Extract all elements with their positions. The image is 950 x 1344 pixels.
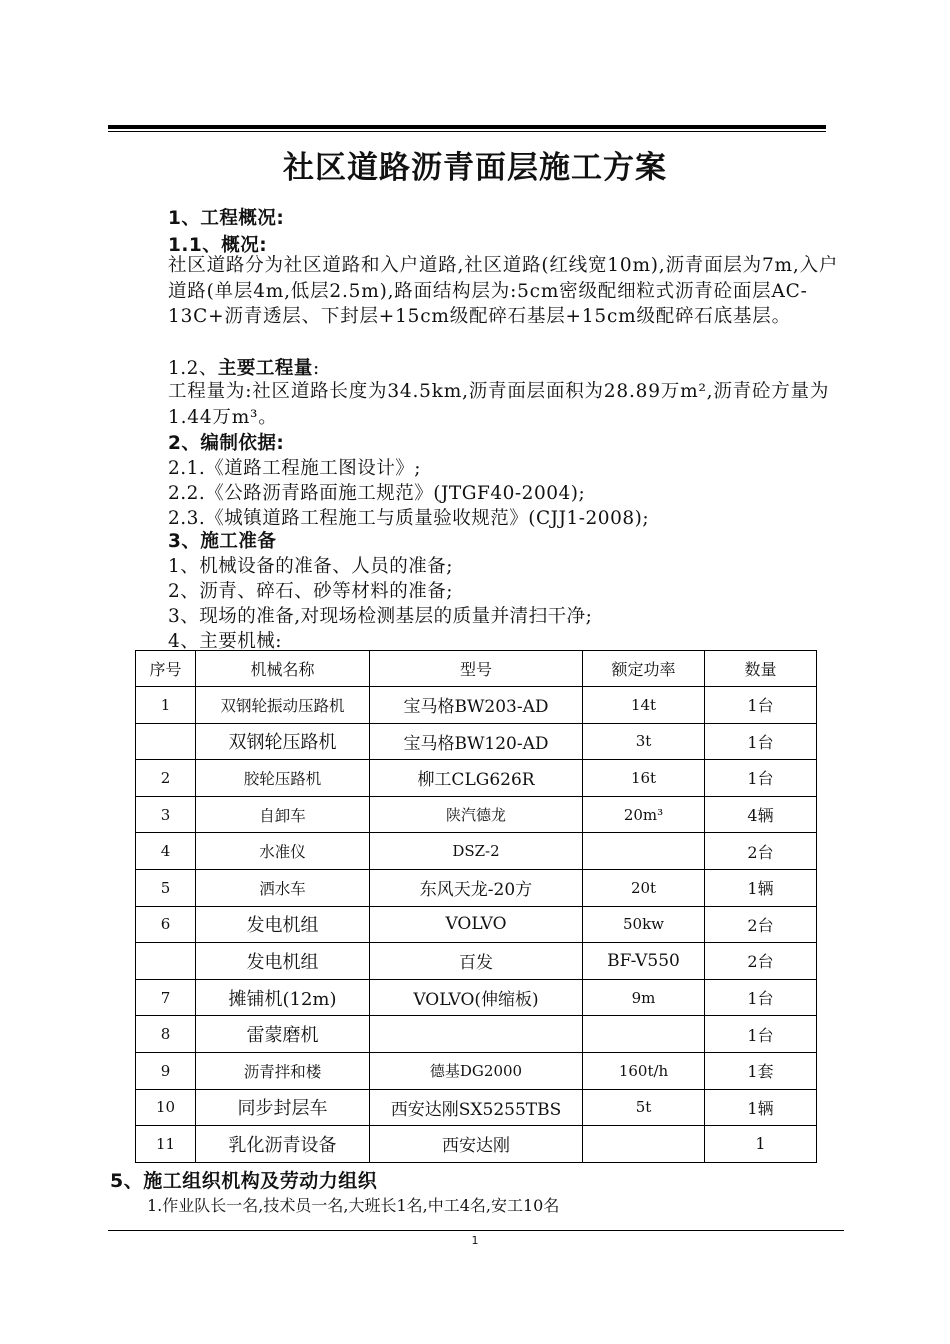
cell-quantity: 1辆: [705, 1089, 817, 1126]
machinery-table: [135, 650, 817, 1163]
cell-machine-name: 乳化沥青设备: [196, 1126, 370, 1163]
table-row: [136, 1089, 817, 1126]
cell-model: 德基DG2000: [370, 1052, 583, 1089]
cell-seq: 3: [136, 796, 196, 833]
cell-seq: 6: [136, 906, 196, 943]
table-row: [136, 833, 817, 870]
header-quantity: 数量: [705, 651, 817, 687]
cell-model: 陕汽德龙: [370, 796, 583, 833]
header-seq: 序号: [136, 651, 196, 687]
cell-rated-power: 16t: [583, 760, 705, 797]
table-row: [136, 869, 817, 906]
cell-seq: 11: [136, 1126, 196, 1163]
cell-model: 东风天龙-20方: [370, 869, 583, 906]
cell-seq: 1: [136, 687, 196, 724]
cell-seq: 7: [136, 979, 196, 1016]
section-5-text: 1.作业队长一名,技术员一名,大班长1名,中工4名,安工10名: [147, 1196, 560, 1215]
section-3-item: 4、主要机械:: [168, 631, 283, 652]
cell-machine-name: 双钢轮压路机: [196, 723, 370, 760]
table-row: [136, 906, 817, 943]
cell-machine-name: 自卸车: [196, 796, 370, 833]
cell-quantity: 1辆: [705, 869, 817, 906]
cell-machine-name: 发电机组: [196, 943, 370, 980]
cell-machine-name: 发电机组: [196, 906, 370, 943]
cell-rated-power: [583, 833, 705, 870]
section-1-2-title: 主要工程量: [217, 358, 313, 379]
cell-rated-power: BF-V550: [583, 943, 705, 980]
section-1-1-text: 社区道路分为社区道路和入户道路,社区道路(红线宽10m),沥青面层为7m,入户道路(单层4m,低层2.5m),路面结构层为:5cm密级配细粒式沥青砼面层AC-13C+沥青透层、下封层+15cm级配碎石基层+15cm级配碎石底基层。: [168, 255, 839, 327]
cell-machine-name: 双钢轮振动压路机: [196, 687, 370, 724]
table-row: [136, 723, 817, 760]
cell-model: 柳工CLG626R: [370, 760, 583, 797]
cell-model: 百发: [370, 943, 583, 980]
cell-seq: 5: [136, 869, 196, 906]
table-row: [136, 687, 817, 724]
section-3-item: 2、沥青、碎石、砂等材料的准备;: [168, 581, 454, 602]
cell-seq: 8: [136, 1016, 196, 1053]
cell-seq: 4: [136, 833, 196, 870]
header-rated-power: 额定功率: [583, 651, 705, 687]
header-rule-thin: [108, 131, 826, 132]
table-row: [136, 979, 817, 1016]
section-1-1-heading: 1.1、概况:: [168, 235, 268, 256]
section-1-heading: 1、工程概况:: [168, 208, 285, 229]
cell-seq: [136, 723, 196, 760]
cell-quantity: 1台: [705, 979, 817, 1016]
cell-model: VOLVO(伸缩板): [370, 979, 583, 1016]
cell-quantity: 2台: [705, 833, 817, 870]
cell-quantity: 2台: [705, 943, 817, 980]
cell-model: [370, 1016, 583, 1053]
cell-rated-power: 5t: [583, 1089, 705, 1126]
cell-quantity: 1台: [705, 723, 817, 760]
section-3-heading: 3、施工准备: [168, 531, 277, 552]
table-row: [136, 1016, 817, 1053]
cell-model: VOLVO: [370, 906, 583, 943]
table-row: [136, 796, 817, 833]
cell-rated-power: 160t/h: [583, 1052, 705, 1089]
cell-machine-name: 水准仪: [196, 833, 370, 870]
table-row: [136, 1052, 817, 1089]
section-3-item: 3、现场的准备,对现场检测基层的质量并清扫干净;: [168, 606, 593, 627]
cell-seq: [136, 943, 196, 980]
section-5-heading: 5、施工组织机构及劳动力组织: [110, 1170, 378, 1192]
cell-rated-power: 14t: [583, 687, 705, 724]
cell-machine-name: 沥青拌和楼: [196, 1052, 370, 1089]
cell-machine-name: 胶轮压路机: [196, 760, 370, 797]
cell-model: 宝马格BW120-AD: [370, 723, 583, 760]
table-header-row: [136, 651, 817, 687]
section-1-2-colon: :: [312, 358, 320, 379]
cell-quantity: 1套: [705, 1052, 817, 1089]
cell-machine-name: 雷蒙磨机: [196, 1016, 370, 1053]
cell-quantity: 1台: [705, 1016, 817, 1053]
cell-quantity: 4辆: [705, 796, 817, 833]
section-2-item: 2.2.《公路沥青路面施工规范》(JTGF40-2004);: [168, 483, 586, 504]
cell-rated-power: 20m³: [583, 796, 705, 833]
cell-rated-power: [583, 1126, 705, 1163]
cell-seq: 9: [136, 1052, 196, 1089]
cell-quantity: 1台: [705, 687, 817, 724]
section-2-item: 2.3.《城镇道路工程施工与质量验收规范》(CJJ1-2008);: [168, 508, 650, 529]
cell-model: DSZ-2: [370, 833, 583, 870]
section-2-item: 2.1.《道路工程施工图设计》;: [168, 458, 422, 479]
table-row: [136, 1126, 817, 1163]
section-1-2-heading: [168, 354, 320, 380]
cell-quantity: 2台: [705, 906, 817, 943]
section-1-2-text: 工程量为:社区道路长度为34.5km,沥青面层面积为28.89万m²,沥青砼方量为1.44万m³。: [168, 381, 830, 428]
cell-seq: 2: [136, 760, 196, 797]
cell-machine-name: 摊铺机(12m): [196, 979, 370, 1016]
cell-machine-name: 洒水车: [196, 869, 370, 906]
cell-rated-power: [583, 1016, 705, 1053]
footer-rule: [108, 1230, 844, 1231]
cell-quantity: 1台: [705, 760, 817, 797]
cell-rated-power: 20t: [583, 869, 705, 906]
cell-quantity: 1: [705, 1126, 817, 1163]
cell-model: 宝马格BW203-AD: [370, 687, 583, 724]
cell-machine-name: 同步封层车: [196, 1089, 370, 1126]
cell-model: 西安达刚: [370, 1126, 583, 1163]
cell-model: 西安达刚SX5255TBS: [370, 1089, 583, 1126]
section-3-item: 1、机械设备的准备、人员的准备;: [168, 556, 454, 577]
cell-seq: 10: [136, 1089, 196, 1126]
table-row: [136, 760, 817, 797]
header-model: 型号: [370, 651, 583, 687]
document-title: 社区道路沥青面层施工方案: [283, 150, 667, 186]
header-rule-thick: [108, 125, 826, 129]
header-machine-name: 机械名称: [196, 651, 370, 687]
section-2-heading: 2、编制依据:: [168, 433, 285, 454]
section-1-2-number: 1.2、: [168, 358, 218, 379]
table-row: [136, 943, 817, 980]
cell-rated-power: 3t: [583, 723, 705, 760]
page-number: 1: [471, 1234, 479, 1247]
cell-rated-power: 50kw: [583, 906, 705, 943]
cell-rated-power: 9m: [583, 979, 705, 1016]
